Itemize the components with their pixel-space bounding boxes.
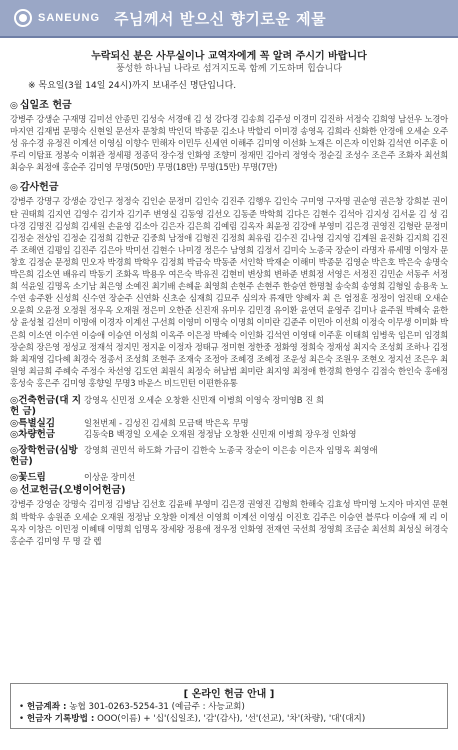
format-value: OOO(이름) + '십'(십일조), '감'(감사), '선'(선교), '차'(차량), '대'(대지): [97, 714, 366, 724]
mission-title: ◎ 선교헌금(오병이어헌금): [10, 485, 126, 497]
bullet-icon: ◎: [10, 486, 18, 497]
scholarship-row: [10, 445, 452, 468]
header-bar: [0, 0, 458, 38]
flower-label: ◎꽃드림: [10, 471, 46, 483]
scholarship-names: 강영희 권민석 하도화 가금이 김한숙 노종국 장순이 이은송 이은자 임명옥 최영애: [84, 444, 378, 455]
vehicle-label: ◎차량헌금: [10, 429, 56, 441]
vehicle-names: 김동숙B 백경일 오세순 오재원 정정남 오창환 신민재 이병희 장우정 인화영: [84, 429, 357, 440]
bullet-icon: ◎: [10, 101, 18, 111]
intro: [6, 50, 452, 76]
bullet-icon: ◎: [10, 394, 19, 406]
special-row: [10, 418, 452, 430]
deadline-notice: ※ 목요일(3월 14일 24시)까지 보내주신 명단입니다.: [28, 81, 237, 91]
format-row: [19, 713, 439, 725]
special-label: ◎특별실김: [10, 417, 56, 429]
mission-names: 강병주 강영순 강명숙 김미정 김병남 김선호 김윤배 부영미 김은경 권영진 김형희 한해숙 김효성 박미영 노지아 마지연 문현희 박학우 송원준 오세순 오재원 정정남 오창환 이계선 이영희 이계선 이영심 이진호 김주은 이승연 블루다 이승애 제 리 이옥자 이창은 이민정 이혜태 이명희 임명옥 장세왕 정용애 정우정 인화영 전재연 국선희 정영희 조금순 최선희 최성실 허경숙 홍순주 김미영 무 명 갈 렙: [10, 499, 448, 546]
bullet-dot-icon: •: [19, 714, 25, 724]
bullet-icon: ◎: [10, 417, 19, 429]
online-title: [ 온라인 헌금 안내 ]: [183, 689, 275, 700]
intro-line-2: 풍성한 하나님 나라로 섬겨지도록 함께 기도하며 힙습니다: [116, 64, 342, 74]
format-label: 헌금자 기록방법 :: [26, 714, 95, 724]
thanks-names: 강병주 강명구 강생순 강인구 정정숙 김인순 문정미 김인숙 김진주 김행우 김인숙 구미영 구자명 권순영 권은창 강희분 권이탄 권태희 김지연 김영수 김기자 김기주 변영실 김동영 김선오 김동준 박학희 김다은 김현수 김석아 김지성 김서윤 김 성 김다경 김명진 김성희 김세원 손윤영 김소아 김은자 김은희 김예림 김옥자 최윤정 김강애 부영미 김은경 권영진 김형란 문정미 김정순 전상임 김정순 김정희 김한균 김중희 남정애 김형진 김정희 최유림 김수진 김나영 김지영 김계원 윤진화 김지희 김진주 조해연 김평임 김진주 김은아 박미선 김현수 나미경 정은수 남영희 김정서 김미숙 노종국 장순이 라명자 류세명 이영자 문창호 김정순 문정희 민오자 박경희 박학우 김정희 박금숙 박동준 서인학 박재순 이해미 박종문 김영순 박은호 박은숙 송명숙 박은희 김소연 배유리 박동기 조화옥 박용우 여은숙 박유진 김현비 변상희 변하준 변희정 서영은 서정진 김민순 서동주 서정희 석윤일 김명옥 소기남 최은영 소예진 최기배 손혜윤 최영희 손현주 손현주 한승연 한명철 송숙희 송영희 김형일 송용욱 노수연 송주환 신성희 신수연 장순주 신연화 신초순 심재희 김묘주 심의자 류재만 양혜자 최 은 엄정훈 정정이 엄진태 오새순 오윤희 오윤정 오정원 정우옥 오재원 정은미 오한준 신진재 유미우 김민경 유이환 윤연덕 윤영주 김미나 윤주원 박혜숙 윤한상 윤성철 김선미 이명애 이경자 이계선 구선희 이영미 이명숙 이명희 이미란 김준주 이민아 이선희 이정숙 이무생 이미화 박은희 이소연 이수연 이승애 이승연 이성희 이옥주 이은정 박혜숙 이인화 김석연 이영태 이주훈 이태희 임병욱 임은미 임경희 장순희 장은영 정성교 정재석 정지민 정지윤 이정자 정태규 정미현 정한중 정화영 정희숙 정재성 최지숙 조성회 조하나 김정화 최재영 김다혜 최경숙 정종서 조성희 조현주 조재숙 조정아 조혜경 조혜정 조운성 최은숙 조원우 조현오 정지선 조은우 최원영 최금희 주혜숙 주정수 차선영 김도연 최원식 최정숙 허남범 최미란 최지영 최정애 한경희 한영수 김점숙 한인숙 홍애정 홍성숙 홍은주 김미영 홍향일 무명3 바운스 비드민턴 이편한유통: [10, 196, 448, 388]
vehicle-row: [10, 429, 452, 441]
scholarship-label: ◎장학헌금(심방헌금): [10, 444, 78, 468]
building-row: [10, 395, 452, 418]
intro-line-1: 누락되신 분은 사무실이나 교역자에게 꼭 알려 주시기 바랍니다: [91, 51, 367, 62]
bullet-icon: ◎: [10, 444, 19, 456]
tithe-section: [6, 100, 452, 173]
bullet-icon: ◎: [10, 471, 19, 483]
flower-names: 이상운 장미선: [84, 471, 136, 482]
logo-text: SANEUNG: [38, 12, 101, 24]
flower-row: [10, 472, 452, 484]
tithe-title: ◎ 십일조 헌금: [10, 100, 72, 111]
logo-circle-icon: [14, 9, 32, 27]
thanks-title: ◎ 감사헌금: [10, 182, 59, 194]
account-value: 농협 301-0263-5254-31 (예금주 : 사능교회): [69, 702, 245, 712]
other-offerings: [6, 395, 452, 484]
church-logo: [0, 9, 100, 27]
building-names: 강영옥 신민정 오세순 오창환 신민재 이병희 이영숙 장미영B 진 희: [84, 394, 325, 405]
mission-section: [6, 485, 452, 546]
online-offering-box: [10, 683, 448, 729]
account-row: [19, 701, 439, 713]
building-label: ◎건축헌금(대 지 헌 금): [10, 394, 82, 418]
account-label: 헌금계좌 :: [26, 702, 67, 712]
special-names: 일천번제 - 김성진 김세희 모금택 박은옥 무명: [84, 417, 249, 428]
bullet-icon: ◎: [10, 183, 18, 194]
bullet-icon: ◎: [10, 429, 19, 441]
thanks-section: [6, 182, 452, 389]
bullet-dot-icon: •: [19, 702, 25, 712]
page-title: 주님께서 받으신 향기로운 제물: [114, 9, 327, 28]
tithe-names: 강병주 강생순 구재명 김미선 안종민 김성숙 서경애 김 성 강다경 김송희 김주성 이경미 김진하 서정숙 김희영 남선우 노경아 마지연 김재범 문명숙 신현일 문선자 문창희 박인덕 박종문 김소나 박할리 이미경 송영옥 김희라 신화한 안경애 오세순 오주성 유수경 유정진 이계선 이영심 이향수 민해자 이민두 신세연 이해주 김미영 이선화 노재은 이은자 이인화 김석연 이주훈 이루리 이탐표 정봉숙 이휘관 정세평 정종덕 장수정 인화영 조향미 정재민 김아리 정영숙 정순길 조성수 조은주 조화자 최선희 최승우 최정애 홍순주 김미영 무명(50만) 무명(18만) 무명(15만) 무명(7만): [10, 114, 448, 173]
